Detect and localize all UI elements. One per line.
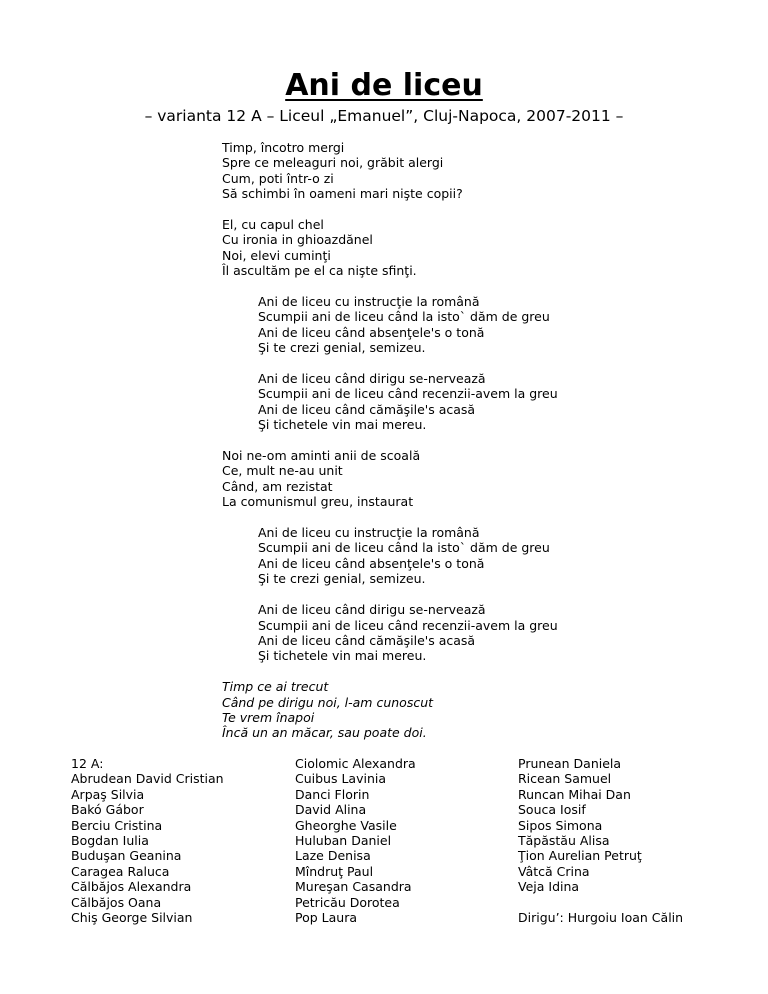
student-name: Mureşan Casandra: [295, 879, 412, 895]
poem-line: Noi, elevi cuminţi: [222, 247, 331, 263]
student-name: Călbăjos Alexandra: [71, 879, 192, 895]
poem-line: Să schimbi în oameni mari nişte copii?: [222, 186, 463, 202]
poem-line: Ani de liceu când dirigu se-nervează: [258, 602, 486, 618]
class-list-column-3: [518, 756, 683, 925]
spacer: [518, 895, 683, 910]
poem-line: Încă un an măcar, sau poate doi.: [222, 725, 427, 741]
class-list-header: 12 A:: [71, 756, 104, 771]
student-name: Danci Florin: [295, 786, 370, 802]
student-name: Ricean Samuel: [518, 771, 612, 787]
poem-line: Ani de liceu când absenţele's o tonă: [258, 555, 485, 571]
poem-line: Şi tichetele vin mai mereu.: [258, 417, 427, 433]
page-title: Ani de liceu: [285, 68, 483, 103]
student-name: David Alina: [295, 802, 367, 818]
poem-line: Îl ascultăm pe el ca nişte sfinţi.: [222, 263, 417, 279]
poem-line: Te vrem înapoi: [222, 709, 315, 725]
stanza: [222, 217, 558, 279]
poem-line: Scumpii ani de liceu când recenzii-avem la greu: [258, 617, 558, 633]
student-name: Prunean Daniela: [518, 756, 622, 771]
student-name: Sipos Simona: [518, 817, 603, 833]
student-name: Abrudean David Cristian: [71, 771, 224, 787]
poem-line: Cu ironia in ghioazdănel: [222, 232, 373, 248]
student-name: Petricău Dorotea: [295, 894, 400, 910]
poem-line: Ani de liceu când cămăşile's acasă: [258, 632, 476, 648]
student-name: Ţion Aurelian Petruţ: [518, 848, 642, 864]
poem-line: Scumpii ani de liceu când recenzii-avem la greu: [258, 386, 558, 402]
poem-line: Ani de liceu când absenţele's o tonă: [258, 324, 485, 340]
poem-line: La comunismul greu, instaurat: [222, 494, 414, 510]
student-name: Chiş George Silvian: [71, 910, 193, 926]
poem-line: Cum, poti într-o zi: [222, 170, 334, 186]
poem-line: Ani de liceu cu instrucţie la română: [258, 525, 480, 541]
student-name: Călbăjos Oana: [71, 894, 162, 910]
poem: [222, 140, 558, 756]
poem-line: Şi te crezi genial, semizeu.: [258, 340, 426, 356]
class-list-column-1: [71, 756, 224, 925]
refrain-stanza: [222, 371, 558, 433]
student-name: Runcan Mihai Dan: [518, 786, 631, 802]
teacher-name: Dirigu’: Hurgoiu Ioan Călin: [518, 910, 684, 926]
poem-line: Ani de liceu cu instrucţie la română: [258, 294, 480, 310]
student-name: Souca Iosif: [518, 802, 586, 818]
student-name: Pop Laura: [295, 910, 357, 926]
poem-line: Scumpii ani de liceu când la isto` dăm de greu: [258, 309, 550, 325]
student-name: Bakó Gábor: [71, 802, 144, 818]
student-name: Huluban Daniel: [295, 833, 392, 849]
final-stanza: [222, 679, 558, 741]
student-name: Gheorghe Vasile: [295, 817, 397, 833]
class-list-column-2: [295, 756, 416, 925]
student-name: Laze Denisa: [295, 848, 371, 864]
refrain-stanza: [222, 602, 558, 664]
poem-line: Şi te crezi genial, semizeu.: [258, 571, 426, 587]
page-subtitle: – varianta 12 A – Liceul „Emanuel”, Cluj-Napoca, 2007-2011 –: [144, 107, 624, 125]
poem-line: Când pe dirigu noi, l-am cunoscut: [222, 694, 434, 710]
poem-line: Timp, încotro mergi: [222, 140, 345, 155]
student-name: Cuibus Lavinia: [295, 771, 387, 787]
student-name: Vâtcă Crina: [518, 863, 590, 879]
poem-line: Spre ce meleaguri noi, grăbit alergi: [222, 155, 444, 171]
stanza: [222, 448, 558, 510]
poem-line: Ani de liceu când cămăşile's acasă: [258, 401, 476, 417]
poem-line: Scumpii ani de liceu când la isto` dăm de greu: [258, 540, 550, 556]
student-name: Bogdan Iulia: [71, 833, 149, 849]
student-name: Buduşan Geanina: [71, 848, 182, 864]
poem-line: El, cu capul chel: [222, 217, 324, 233]
refrain-stanza: [222, 525, 558, 587]
student-name: Veja Idina: [518, 879, 580, 895]
poem-line: Ani de liceu când dirigu se-nervează: [258, 371, 486, 387]
poem-line: Şi tichetele vin mai mereu.: [258, 648, 427, 664]
poem-line: Când, am rezistat: [222, 478, 333, 494]
poem-line: Timp ce ai trecut: [222, 679, 329, 695]
student-name: Tăpăstău Alisa: [518, 833, 610, 849]
student-name: Mîndruţ Paul: [295, 863, 374, 879]
student-name: Berciu Cristina: [71, 817, 163, 833]
stanza: [222, 140, 558, 202]
poem-line: Noi ne-om aminti anii de scoală: [222, 448, 421, 464]
refrain-stanza: [222, 294, 558, 356]
student-name: Caragea Raluca: [71, 863, 170, 879]
poem-line: Ce, mult ne-au unit: [222, 463, 343, 479]
student-name: Ciolomic Alexandra: [295, 756, 416, 771]
student-name: Arpaş Silvia: [71, 786, 145, 802]
